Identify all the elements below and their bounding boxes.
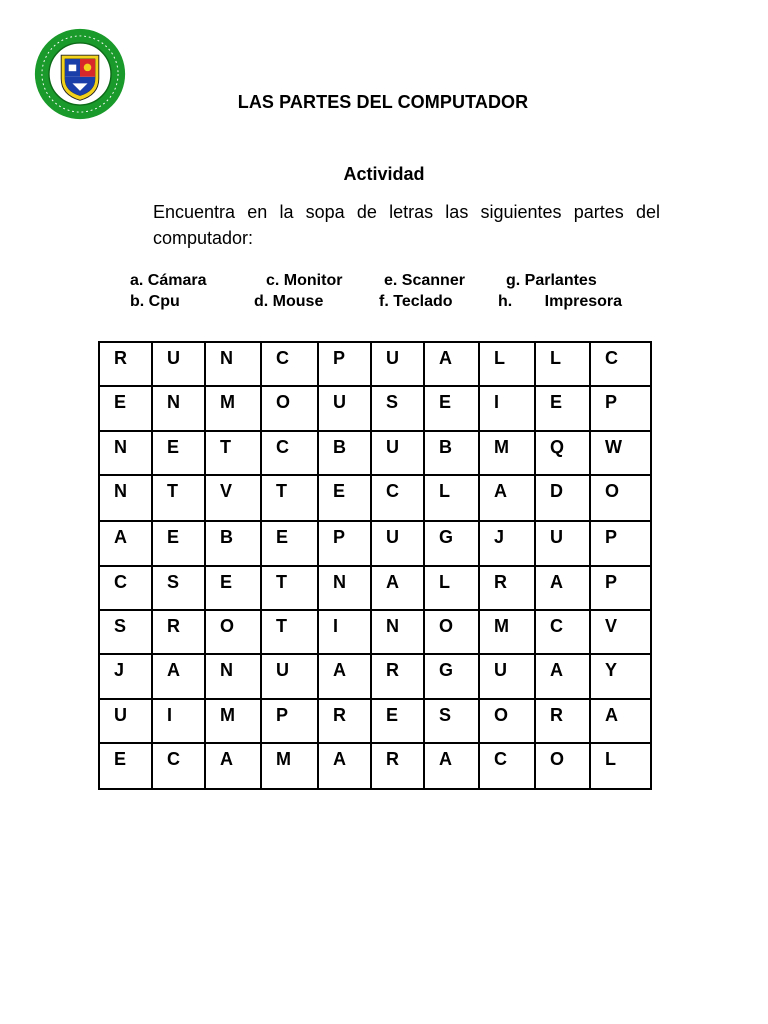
word-list-row [130,293,650,314]
grid-cell: E [424,386,479,431]
grid-cell: B [205,521,261,566]
grid-cell: C [261,431,318,475]
grid-row [99,431,651,475]
grid-cell: P [318,521,371,566]
grid-cell: E [371,699,424,743]
grid-cell: P [318,342,371,386]
grid-cell: E [152,431,205,475]
grid-cell: D [535,475,590,521]
grid-cell: N [318,566,371,610]
grid-cell: W [590,431,651,475]
grid-row [99,654,651,699]
grid-cell: C [535,610,590,654]
grid-cell: A [479,475,535,521]
grid-cell: U [261,654,318,699]
word-item: d. Mouse [254,293,324,310]
page-title: LAS PARTES DEL COMPUTADOR [237,92,529,112]
grid-row [99,386,651,431]
grid-cell: I [152,699,205,743]
grid-cell: A [99,521,152,566]
grid-cell: U [318,386,371,431]
grid-cell: V [590,610,651,654]
grid-cell: C [590,342,651,386]
grid-cell: S [371,386,424,431]
grid-cell: A [590,699,651,743]
grid-cell: P [590,386,651,431]
grid-cell: O [535,743,590,789]
word-list [130,272,650,314]
word-list-row [130,272,650,293]
grid-cell: A [152,654,205,699]
grid-cell: L [590,743,651,789]
grid-cell: Y [590,654,651,699]
grid-cell: E [99,743,152,789]
grid-cell: O [590,475,651,521]
grid-cell: Q [535,431,590,475]
grid-cell: U [535,521,590,566]
grid-cell: P [261,699,318,743]
grid-cell: U [371,431,424,475]
grid-cell: C [152,743,205,789]
grid-cell: R [479,566,535,610]
grid-cell: M [479,431,535,475]
grid-cell: U [371,342,424,386]
word-item: e. Scanner [384,272,465,289]
grid-cell: R [99,342,152,386]
grid-cell: A [535,654,590,699]
grid-cell: M [205,386,261,431]
grid-cell: R [535,699,590,743]
grid-row [99,475,651,521]
grid-cell: E [261,521,318,566]
grid-cell: T [261,566,318,610]
grid-cell: S [152,566,205,610]
grid-row [99,610,651,654]
grid-cell: N [152,386,205,431]
word-search-grid [98,341,652,790]
grid-cell: A [318,654,371,699]
grid-cell: U [99,699,152,743]
grid-cell: N [99,475,152,521]
grid-row [99,342,651,386]
word-item: h. Impresora [498,293,623,310]
grid-cell: N [371,610,424,654]
grid-row [99,521,651,566]
grid-cell: E [535,386,590,431]
grid-cell: M [205,699,261,743]
grid-cell: B [424,431,479,475]
grid-cell: R [318,699,371,743]
grid-cell: U [479,654,535,699]
grid-cell: U [152,342,205,386]
grid-cell: L [424,566,479,610]
grid-cell: M [479,610,535,654]
grid-cell: J [479,521,535,566]
grid-cell: M [261,743,318,789]
grid-cell: E [152,521,205,566]
grid-cell: S [99,610,152,654]
grid-cell: B [318,431,371,475]
grid-cell: A [535,566,590,610]
grid-cell: L [535,342,590,386]
grid-cell: T [152,475,205,521]
grid-cell: T [205,431,261,475]
grid-cell: U [371,521,424,566]
grid-cell: G [424,521,479,566]
word-item: f. Teclado [379,293,453,310]
grid-cell: E [99,386,152,431]
grid-cell: N [205,342,261,386]
grid-cell: P [590,566,651,610]
grid-cell: R [371,654,424,699]
word-item: a. Cámara [130,272,207,289]
grid-row [99,699,651,743]
grid-row [99,566,651,610]
grid-cell: C [371,475,424,521]
grid-cell: L [479,342,535,386]
grid-cell: P [590,521,651,566]
grid-cell: J [99,654,152,699]
grid-cell: V [205,475,261,521]
word-item: c. Monitor [266,272,343,289]
instructions-text: Encuentra en la sopa de letras las siguientes partes del computador: [153,202,660,248]
grid-cell: C [99,566,152,610]
grid-cell: A [424,342,479,386]
grid-cell: O [205,610,261,654]
grid-cell: S [424,699,479,743]
grid-cell: N [99,431,152,475]
grid-cell: E [205,566,261,610]
grid-cell: R [371,743,424,789]
grid-cell: R [152,610,205,654]
grid-cell: C [479,743,535,789]
grid-cell: T [261,610,318,654]
grid-row [99,743,651,789]
grid-cell: O [261,386,318,431]
grid-cell: L [424,475,479,521]
grid-cell: A [424,743,479,789]
grid-cell: T [261,475,318,521]
grid-cell: G [424,654,479,699]
activity-heading: Actividad [343,164,425,184]
grid-cell: I [318,610,371,654]
grid-cell: E [318,475,371,521]
word-item: b. Cpu [130,293,180,310]
grid-cell: O [479,699,535,743]
grid-cell: N [205,654,261,699]
grid-cell: I [479,386,535,431]
grid-cell: A [205,743,261,789]
grid-cell: O [424,610,479,654]
word-item: g. Parlantes [506,272,597,289]
grid-cell: C [261,342,318,386]
grid-cell: A [371,566,424,610]
grid-cell: A [318,743,371,789]
